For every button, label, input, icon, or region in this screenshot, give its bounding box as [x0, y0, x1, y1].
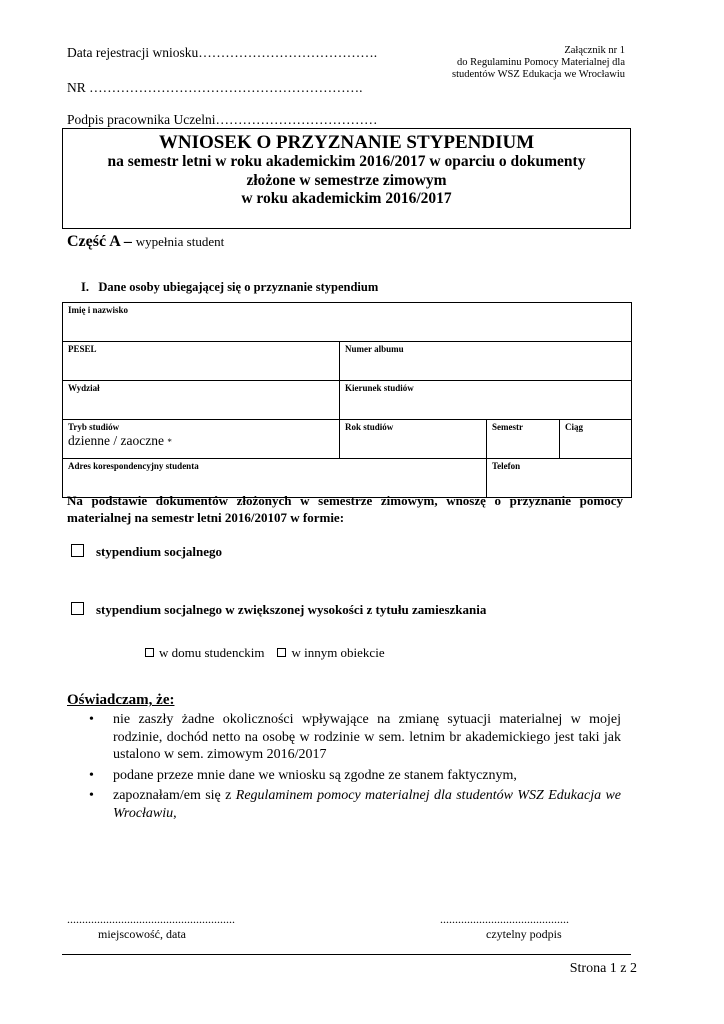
- year-label: Rok studiów: [345, 422, 394, 432]
- dorm-label: w domu studenckim: [159, 645, 265, 660]
- request-text: Na podstawie dokumentów złożonych w semestrze zimowym, wnoszę o przyznanie pomocy materialnej na semestr letni 2016/20107 w formie:: [67, 493, 623, 525]
- title-line-2: na semestr letni w roku akademickim 2016/2017 w oparciu o dokumenty: [107, 153, 586, 170]
- attachment-line-2: do Regulaminu Pomocy Materialnej dla: [457, 57, 625, 68]
- page-number: Strona 1 z 2: [569, 961, 637, 976]
- other-label: w innym obiekcie: [291, 645, 385, 660]
- address-label: Adres korespondencyjny studenta: [68, 461, 199, 471]
- study-mode-label: Tryb studiów: [68, 422, 120, 432]
- semester-label: Semestr: [492, 422, 523, 432]
- study-mode-cell[interactable]: [63, 420, 340, 459]
- option-social-increased[interactable]: [71, 602, 486, 618]
- signature-label: czytelny podpis: [486, 927, 562, 941]
- place-date-line[interactable]: ........................................................: [67, 912, 235, 926]
- faculty-label: Wydział: [68, 383, 100, 393]
- residence-options: [145, 645, 385, 661]
- other-checkbox[interactable]: [277, 648, 286, 657]
- pesel-label: PESEL: [68, 344, 97, 354]
- declaration-item-3: • zapoznałam/em się z Regulaminem pomocy materialnej dla studentów WSZ Edukacja we Wrocławiu,: [91, 787, 621, 822]
- semester-cell[interactable]: [487, 420, 560, 459]
- social-checkbox[interactable]: [71, 544, 84, 557]
- footer-divider: [62, 954, 631, 955]
- phone-label: Telefon: [492, 461, 521, 471]
- faculty-cell[interactable]: [63, 381, 340, 420]
- staff-signature-field[interactable]: Podpis pracownika Uczelni………………………………: [67, 112, 378, 127]
- declaration-list: [91, 711, 621, 825]
- student-data-table: [62, 302, 632, 498]
- dorm-checkbox[interactable]: [145, 648, 154, 657]
- declaration-item-1: • nie zaszły żadne okoliczności wpływające na zmianę sytuacji materialnej w mojej rodzinie, dochód netto na osobę w rodzinie w sem. letnim br akademickiego jest taki jak ustalono w sem. zimowym 2016/2017: [91, 711, 621, 764]
- section-1-number: I.: [81, 280, 89, 294]
- name-label: Imię i nazwisko: [68, 305, 129, 315]
- attachment-line-1: Załącznik nr 1: [564, 45, 625, 56]
- title-line-3: złożone w semestrze zimowym: [246, 171, 447, 189]
- option-social-label: stypendium socjalnego: [96, 544, 223, 559]
- study-mode-options[interactable]: dzienne / zaoczne *: [68, 433, 172, 448]
- part-description: wypełnia student: [135, 234, 225, 249]
- social-increased-checkbox[interactable]: [71, 602, 84, 615]
- title-line-4: w roku akademickim 2016/2017: [241, 190, 452, 207]
- place-date-label: miejscowość, data: [98, 927, 186, 941]
- part-label: Część A –: [67, 233, 132, 250]
- number-field[interactable]: NR …………………………………………………….: [67, 80, 363, 95]
- section-1-title: Dane osoby ubiegającej się o przyznanie stypendium: [98, 280, 379, 294]
- title-box: [62, 128, 631, 229]
- option-social[interactable]: [71, 544, 222, 560]
- attachment-note: [452, 45, 625, 81]
- group-label: Ciąg: [565, 422, 583, 432]
- pesel-cell[interactable]: [63, 342, 340, 381]
- regulation-reference: Regulaminem pomocy materialnej dla studentów WSZ Edukacja we Wrocławiu: [113, 788, 622, 821]
- name-cell[interactable]: [63, 303, 632, 342]
- field-cell[interactable]: [340, 381, 632, 420]
- album-cell[interactable]: [340, 342, 632, 381]
- year-cell[interactable]: [340, 420, 487, 459]
- declaration-heading: Oświadczam, że:: [67, 692, 175, 708]
- part-heading: [67, 233, 224, 251]
- registration-date-field[interactable]: Data rejestracji wniosku………………………………….: [67, 45, 378, 60]
- field-label: Kierunek studiów: [345, 383, 414, 393]
- signature-line[interactable]: ...........................................: [440, 912, 569, 926]
- option-social-increased-label: stypendium socjalnego w zwiększonej wysokości z tytułu zamieszkania: [96, 602, 487, 617]
- attachment-line-3: studentów WSZ Edukacja we Wrocławiu: [452, 69, 625, 80]
- section-1-heading: [81, 280, 378, 295]
- declaration-item-2: • podane przeze mnie dane we wniosku są zgodne ze stanem faktycznym,: [91, 767, 621, 785]
- album-label: Numer albumu: [345, 344, 404, 354]
- group-cell[interactable]: [560, 420, 632, 459]
- page-title: WNIOSEK O PRZYZNANIE STYPENDIUM: [158, 132, 535, 153]
